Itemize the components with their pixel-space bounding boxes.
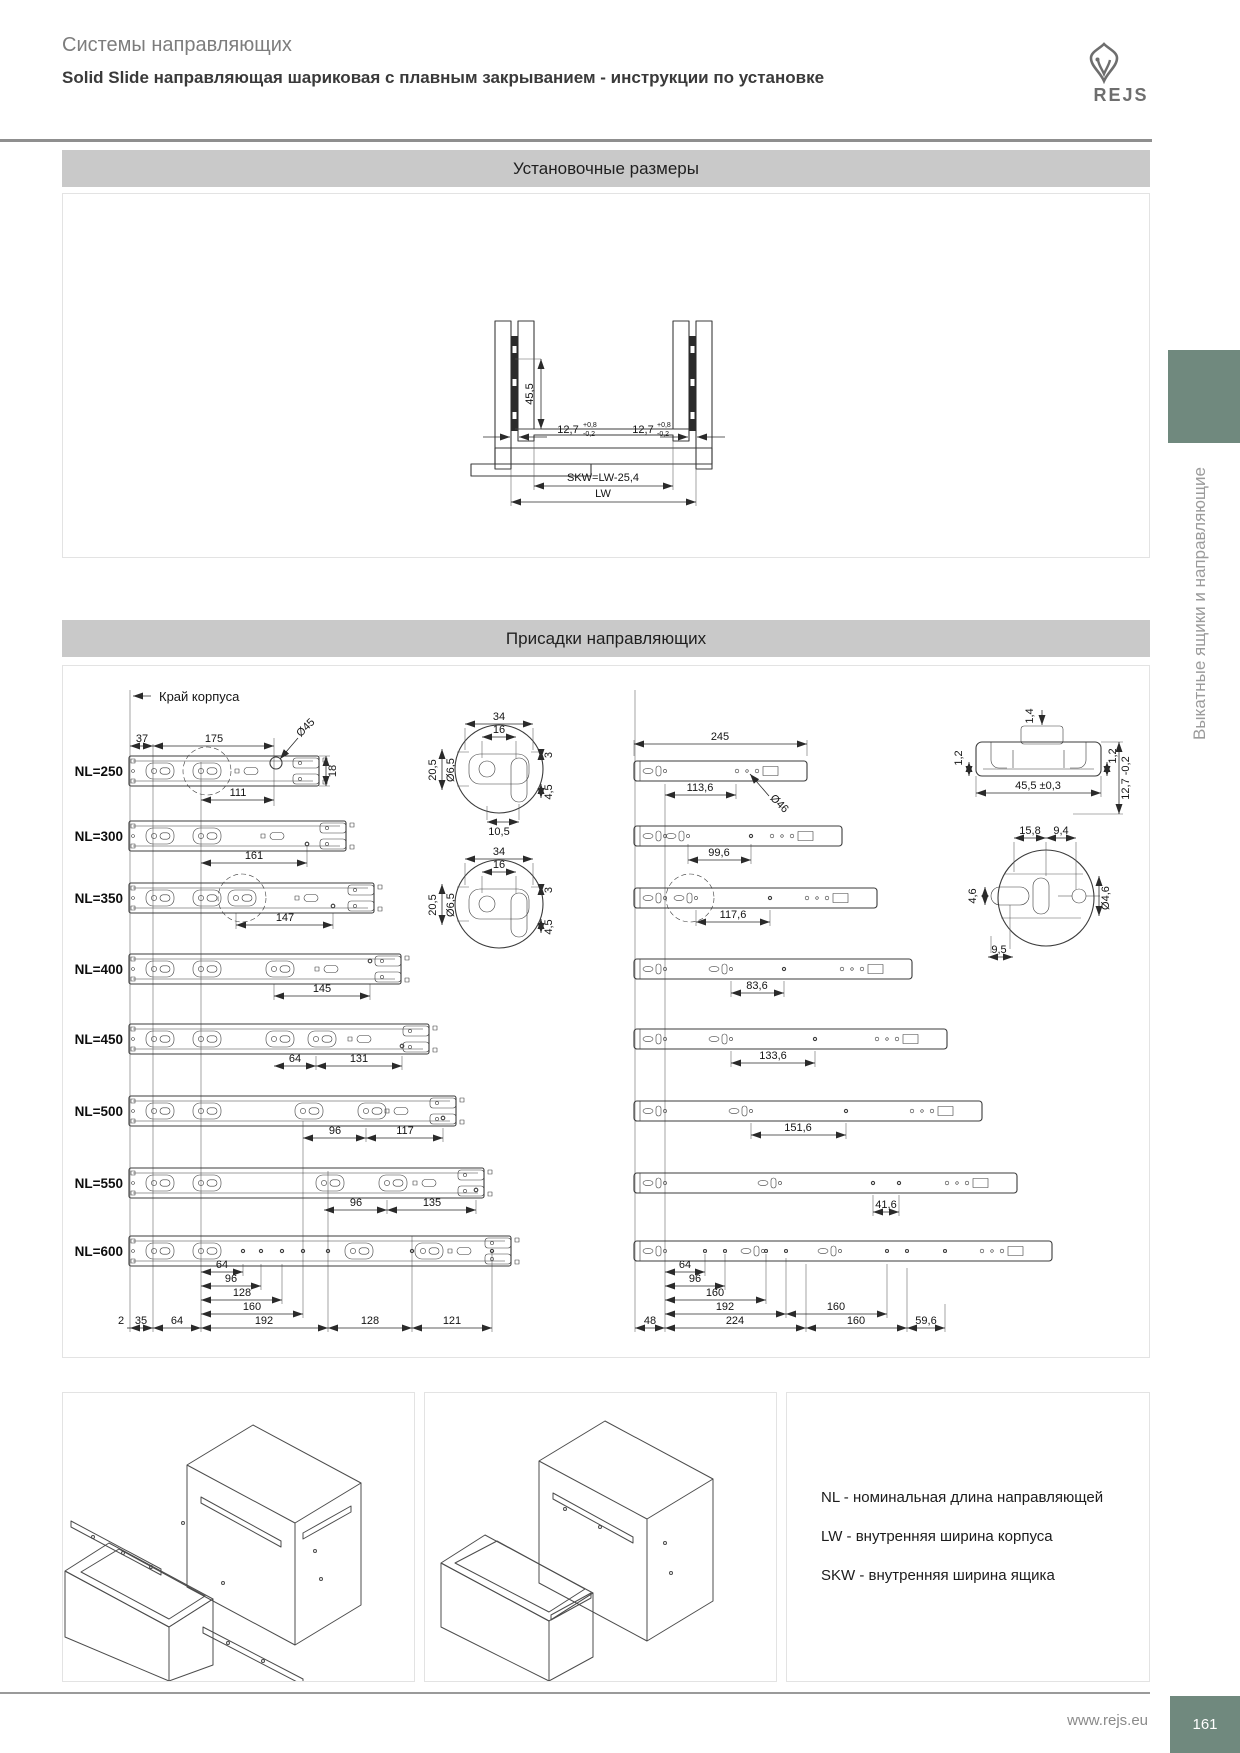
assembled-view-panel xyxy=(424,1392,777,1682)
dim: 128 xyxy=(360,1315,380,1327)
rail-length-label: NL=600 xyxy=(74,1244,123,1259)
dim: 128 xyxy=(232,1287,252,1299)
dim: 96 xyxy=(328,1125,342,1137)
dim: 160 xyxy=(242,1301,262,1313)
dim: 96 xyxy=(224,1273,238,1285)
dim: 2 xyxy=(117,1315,125,1327)
dim: 4,5 xyxy=(543,784,555,800)
dim: Ø6,5 xyxy=(445,758,457,782)
construction-lines-right xyxy=(634,690,945,1332)
category-vertical-label: Выкатные ящики и направляющие xyxy=(1190,467,1209,740)
dim: 64 xyxy=(215,1259,229,1271)
page-subtitle: Solid Slide направляющая шариковая с плавным закрыванием - инструкции по установке xyxy=(62,68,825,87)
dim: 1,4 xyxy=(1024,708,1036,724)
dim: 4,5 xyxy=(543,919,555,935)
dim-tolerance: +0,8 xyxy=(657,422,671,429)
dim: 3 xyxy=(543,886,555,894)
dim: Ø6,5 xyxy=(445,893,457,917)
dim: 99,6 xyxy=(708,847,730,859)
dim: Ø46 xyxy=(767,792,791,816)
dim: 245 xyxy=(710,731,730,743)
dim: Ø45 xyxy=(294,716,318,740)
header-divider xyxy=(0,139,1152,142)
hole-detail-c xyxy=(967,825,1112,957)
category-tab xyxy=(1168,350,1240,443)
dim: 117,6 xyxy=(719,909,747,921)
dim: 96 xyxy=(688,1273,702,1285)
dim: 64 xyxy=(170,1315,184,1327)
dim: 96 xyxy=(349,1197,363,1209)
install-dimensions-panel xyxy=(62,193,1150,558)
cabinet-cross-section xyxy=(471,321,712,476)
dim: 45,5 xyxy=(524,383,536,405)
dim: 161 xyxy=(244,850,264,862)
dim: 20,5 xyxy=(427,759,439,781)
dim: 16 xyxy=(492,859,506,871)
dim-tolerance: +0,8 xyxy=(583,422,597,429)
page-number-badge: 161 xyxy=(1170,1696,1240,1753)
edge-of-cabinet-label: Край корпуса xyxy=(159,689,240,704)
dim: 160 xyxy=(826,1301,846,1313)
dim: 12,7 xyxy=(632,424,654,436)
dim: 131 xyxy=(349,1053,369,1065)
exploded-view-panel xyxy=(62,1392,415,1682)
dim: 12,7 xyxy=(557,424,579,436)
legend-item-skw: SKW - внутренняя ширина ящика xyxy=(821,1567,1055,1584)
dim: 192 xyxy=(715,1301,735,1313)
section-banner-drilling: Присадки направляющих xyxy=(62,620,1150,657)
dim: 113,6 xyxy=(686,782,714,794)
rail-length-label: NL=300 xyxy=(74,829,123,844)
rail-length-label: NL=550 xyxy=(74,1176,123,1191)
legend-item-nl: NL - номинальная длина направляющей xyxy=(821,1489,1104,1506)
dim: 12,7 -0,2 xyxy=(1120,756,1132,800)
page-title: Системы направляющих xyxy=(62,34,292,56)
legend-item-lw: LW - внутренняя ширина корпуса xyxy=(821,1528,1053,1545)
dim: 9,5 xyxy=(991,944,1007,956)
dim: 64 xyxy=(288,1053,302,1065)
drawer-rail-rows xyxy=(634,761,1052,1261)
dim: 10,5 xyxy=(488,826,510,838)
rail-length-label: NL=350 xyxy=(74,891,123,906)
drilling-pattern-panel xyxy=(62,665,1150,1358)
dim-tolerance: -0,2 xyxy=(657,431,670,438)
assembled-view-drawing xyxy=(425,1393,776,1681)
dim: 3 xyxy=(543,751,555,759)
rejs-logo-icon xyxy=(1086,42,1122,84)
rejs-wordmark: REJS xyxy=(1093,85,1149,105)
rail-length-label: NL=400 xyxy=(74,962,123,977)
section-banner-install: Установочные размеры xyxy=(62,150,1150,187)
install-cross-section-drawing xyxy=(63,194,1149,555)
rail-length-label: NL=250 xyxy=(74,764,123,779)
dim: 147 xyxy=(275,912,295,924)
dim: 64 xyxy=(678,1259,692,1271)
brand-logo xyxy=(1086,42,1156,106)
dim: 135 xyxy=(422,1197,442,1209)
dim: 20,5 xyxy=(427,894,439,916)
footer-url: www.rejs.eu xyxy=(1067,1712,1148,1729)
dim: Ø4,6 xyxy=(1100,886,1112,910)
dim: 160 xyxy=(705,1287,725,1299)
dim: 35 xyxy=(134,1315,148,1327)
dim: 41,6 xyxy=(875,1199,897,1211)
dim: 192 xyxy=(254,1315,274,1327)
legend-panel xyxy=(786,1392,1150,1682)
rail-profile-detail xyxy=(953,708,1132,814)
dim: 121 xyxy=(442,1315,462,1327)
dim: 224 xyxy=(725,1315,745,1327)
footer-divider xyxy=(0,1692,1150,1694)
dim: 117 xyxy=(396,1125,414,1137)
dim: 4,6 xyxy=(967,888,979,904)
dim: 1,2 xyxy=(1107,748,1119,764)
dim: 1,2 xyxy=(953,750,965,766)
dim: 111 xyxy=(229,787,247,799)
hole-detail-b xyxy=(427,846,555,948)
cabinet-rail-rows xyxy=(75,747,519,1266)
rail-length-label: NL=450 xyxy=(74,1032,123,1047)
dim: 34 xyxy=(492,846,506,858)
dim: 175 xyxy=(204,733,224,745)
hole-detail-a xyxy=(427,711,555,838)
dim: 15,8 xyxy=(1019,825,1041,837)
rail-length-label: NL=500 xyxy=(74,1104,123,1119)
dim: 48 xyxy=(643,1315,657,1327)
dim: 83,6 xyxy=(746,980,768,992)
exploded-view-drawing xyxy=(63,1393,414,1681)
dim: 145 xyxy=(312,983,332,995)
dim: 151,6 xyxy=(784,1122,812,1134)
dim: 133,6 xyxy=(759,1050,787,1062)
dim: 18 xyxy=(327,764,339,778)
dim: 59,6 xyxy=(915,1315,937,1327)
dim: 45,5 ±0,3 xyxy=(1015,780,1061,792)
dim: 37 xyxy=(135,733,149,745)
dim: 16 xyxy=(492,724,506,736)
dim: SKW=LW-25,4 xyxy=(566,472,640,484)
dim: 160 xyxy=(846,1315,866,1327)
dim-tolerance: -0,2 xyxy=(583,431,596,438)
dim: LW xyxy=(595,488,611,500)
dim: 34 xyxy=(492,711,506,723)
dim: 9,4 xyxy=(1053,825,1069,837)
drilling-pattern-drawing xyxy=(63,666,1149,1355)
